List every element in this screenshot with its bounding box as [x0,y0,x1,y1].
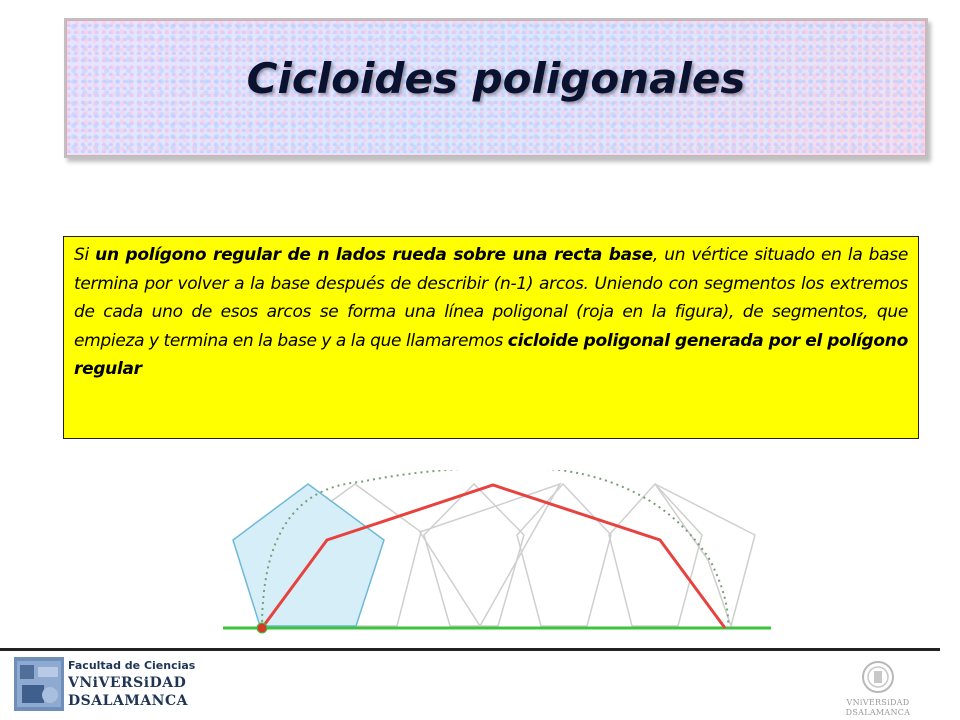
description-bold-2: cicloide poligonal generada por el polígono regular [74,330,908,379]
ghost-pentagon-2 [424,484,524,626]
page-title: Cicloides poligonales [246,53,746,103]
faculty-name: Facultad de Ciencias [68,659,196,672]
ghost-pentagon-4 [609,484,702,626]
university-name-right-2: DSALAMANCA [845,708,911,717]
university-seal-icon [862,660,894,694]
start-vertex-dot [257,623,267,633]
description-text-1: Si [74,245,96,265]
university-name-line2: DSALAMANCA [68,693,188,709]
polygonal-cycloid-diagram [0,470,960,650]
university-name-line1: VNiVERSiDAD [68,675,187,691]
description-bold-1: un polígono regular de n lados rueda sobre una recta base [95,245,653,265]
faculty-logo [14,657,196,713]
description-text-2: , un vértice situado en la base termina por volver a la base después de describir (n-1) arcos. Uniendo con segmentos los extremos de cada uno de esos arcos se forma una línea poligonal (roja en la figura), de segmentos, que empieza y termina en la base y a la que llamaremos [74,245,908,351]
ghost-pentagon-3 [517,484,611,626]
logo-mosaic-icon [14,657,64,711]
university-logo [842,660,914,718]
rolling-pentagon [233,484,384,626]
title-banner [64,18,928,158]
footer-divider [0,648,940,651]
ghost-pentagon-6 [420,484,560,626]
university-name-right-1: VNiVERSiDAD [846,698,910,707]
description-box [63,236,919,439]
